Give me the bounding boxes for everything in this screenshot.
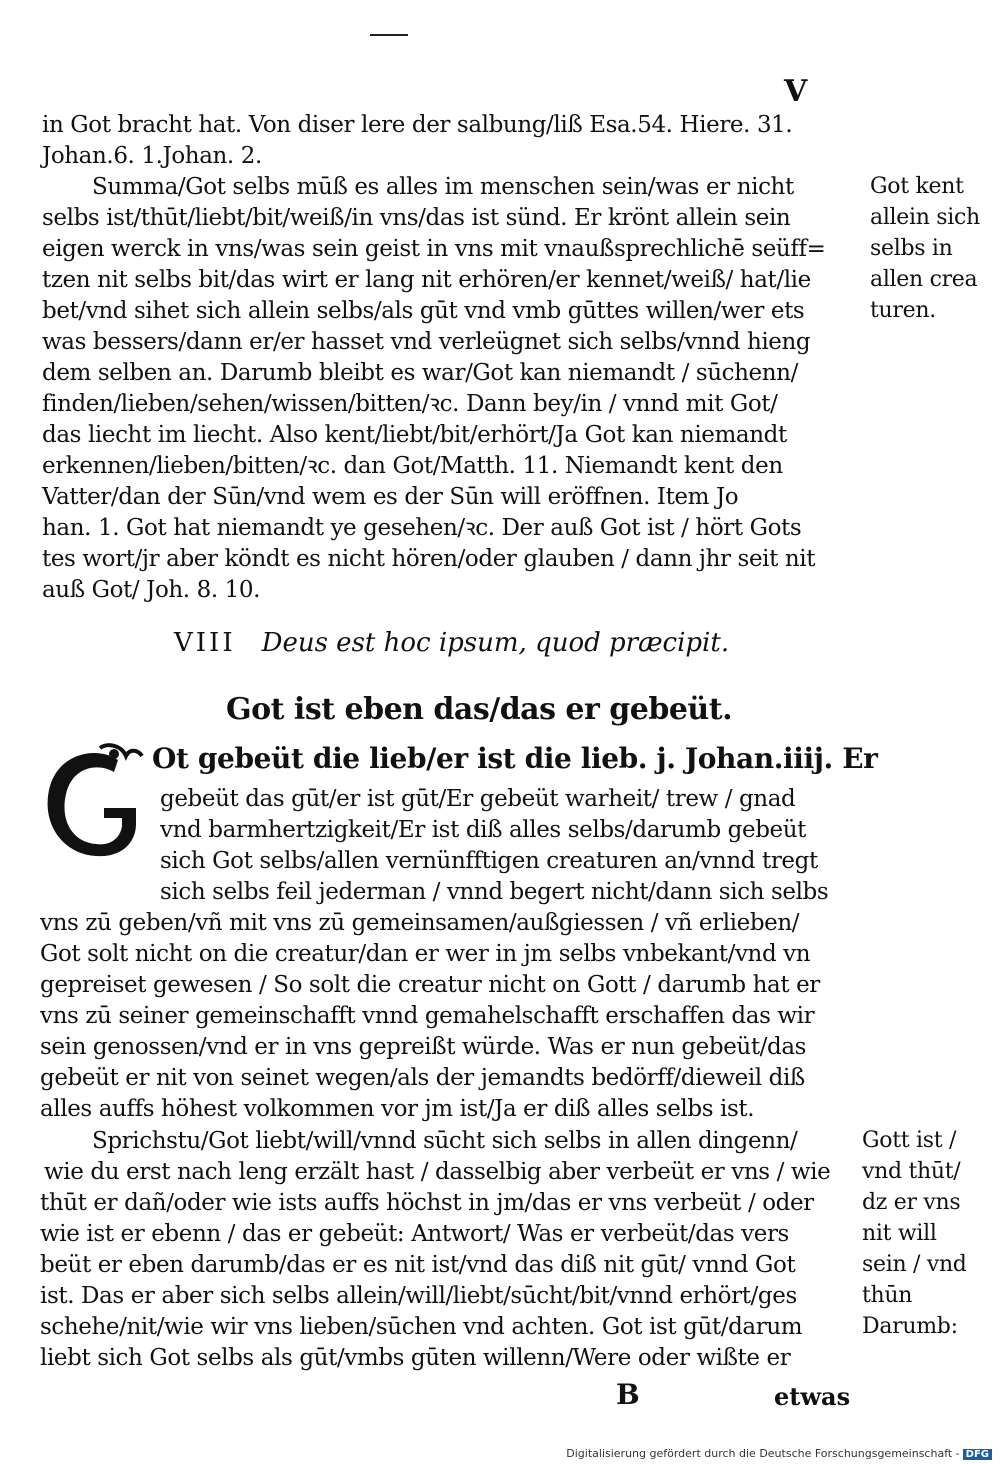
text-line: eigen werck in vns/was sein geist in vns mit vnaußsprechlichē seüff=	[42, 236, 826, 262]
margin-note-line: sein / vnd	[862, 1252, 967, 1277]
margin-note-line: dz er vns	[862, 1190, 961, 1215]
margin-note-line: Gott ist /	[862, 1128, 957, 1153]
margin-note-line: vnd thūt/	[862, 1159, 961, 1184]
chapter-heading-latin	[174, 628, 729, 658]
text-line: Johan.6. 1.Johan. 2.	[42, 143, 262, 169]
decorated-initial-g	[38, 742, 150, 862]
digitization-footer	[566, 1447, 992, 1460]
margin-note-line: thūn	[862, 1283, 913, 1308]
top-rule-mark	[370, 34, 408, 36]
text-line: vns zū seiner gemeinschafft vnnd gemahelschafft erschaffen das wir	[40, 1003, 815, 1029]
text-line: tes wort/jr aber köndt es nicht hören/oder glauben / dann jhr seit nit	[42, 546, 816, 572]
margin-note-line: turen.	[870, 298, 936, 323]
text-line: erkennen/lieben/bitten/ꝛc. dan Got/Matth. 11. Niemandt kent den	[42, 453, 783, 479]
margin-note-line: selbs in	[870, 236, 953, 261]
chapter-latin-title: Deus est hoc ipsum, quod præcipit.	[261, 628, 730, 658]
text-line: wie ist er ebenn / das er gebeüt: Antwort/ Was er verbeüt/das vers	[40, 1221, 789, 1247]
signature-mark: B	[616, 1378, 640, 1411]
text-line: sich selbs feil jederman / vnnd begert nicht/dann sich selbs	[160, 879, 829, 905]
margin-note-line: allein sich	[870, 205, 980, 230]
chapter-number: VIII	[174, 628, 236, 658]
dfg-logo: DFG	[963, 1449, 992, 1460]
text-line: das liecht im liecht. Also kent/liebt/bit/erhört/Ja Got kan niemandt	[42, 422, 787, 448]
text-line: vnd barmhertzigkeit/Er ist diß alles selbs/darumb gebeüt	[160, 817, 807, 843]
text-line: schehe/nit/wie wir vns lieben/sūchen vnd achten. Got ist gūt/darum	[40, 1314, 803, 1340]
text-line: Sprichstu/Got liebt/will/vnnd sūcht sich selbs in allen dingenn/	[92, 1128, 798, 1154]
text-line: in Got bracht hat. Von diser lere der salbung/liß Esa.54. Hiere. 31.	[42, 112, 793, 138]
text-line: was bessers/dann er/er hasset vnd verleügnet sich selbs/vnnd hieng	[42, 329, 811, 355]
text-line: sich Got selbs/allen vernünfftigen creaturen an/vnnd tregt	[160, 848, 818, 874]
text-line: sein genossen/vnd er in vns gepreißt würde. Was er nun gebeüt/das	[40, 1034, 807, 1060]
text-line: ist. Das er aber sich selbs allein/will/liebt/sūcht/bit/vnnd erhört/ges	[40, 1283, 797, 1309]
text-line: alles auffs höhest volkommen vor jm ist/Ja er diß alles selbs ist.	[40, 1096, 755, 1122]
text-line: bet/vnd sihet sich allein selbs/als gūt vnd vmb gūttes willen/wer ets	[42, 298, 805, 324]
margin-note-line: Got kent	[870, 174, 964, 199]
text-line: selbs ist/thūt/liebt/bit/weiß/in vns/das ist sünd. Er krönt allein sein	[42, 205, 791, 231]
text-line: Vatter/dan der Sūn/vnd wem es der Sūn will eröffnen. Item Jo	[42, 484, 739, 510]
text-line: gebeüt das gūt/er ist gūt/Er gebeüt warheit/ trew / gnad	[160, 786, 796, 812]
text-line: dem selben an. Darumb bleibt es war/Got kan niemandt / sūchenn/	[42, 360, 798, 386]
text-line: tzen nit selbs bit/das wirt er lang nit erhören/er kennet/weiß/ hat/lie	[42, 267, 811, 293]
text-line: finden/lieben/sehen/wissen/bitten/ꝛc. Dann bey/in / vnnd mit Got/	[42, 391, 778, 417]
text-line: gepreiset gewesen / So solt die creatur nicht on Gott / darumb hat er	[40, 972, 820, 998]
text-line: wie du erst nach leng erzält hast / dasselbig aber verbeüt er vns / wie	[44, 1159, 831, 1185]
text-line: vns zū geben/vñ mit vns zū gemeinsamen/außgiessen / vñ erlieben/	[40, 910, 800, 936]
margin-note-line: Darumb:	[862, 1314, 958, 1339]
page-signature: V	[784, 74, 808, 109]
text-line: Got solt nicht on die creatur/dan er wer in jm selbs vnbekant/vnd vn	[40, 941, 811, 967]
margin-note-line: allen crea	[870, 267, 978, 292]
footer-text: Digitalisierung gefördert durch die Deutsche Forschungsgemeinschaft -	[566, 1447, 960, 1460]
chapter-heading-german: Got ist eben das/das er gebeüt.	[226, 692, 733, 727]
text-line: Summa/Got selbs mūß es alles im menschen sein/was er nicht	[92, 174, 794, 200]
text-line: auß Got/ Joh. 8. 10.	[42, 577, 261, 603]
text-line: han. 1. Got hat niemandt ye gesehen/ꝛc. Der auß Got ist / hört Gots	[42, 515, 802, 541]
text-line: liebt sich Got selbs als gūt/vmbs gūten willenn/Were oder wißte er	[40, 1345, 791, 1371]
catchword: etwas	[774, 1382, 851, 1411]
text-line-first: Ot gebeüt die lieb/er ist die lieb. j. Johan.iiij. Er	[152, 742, 878, 775]
margin-note-line: nit will	[862, 1221, 937, 1246]
text-line: thūt er dañ/oder wie ists auffs höchst in jm/das er vns verbeüt / oder	[40, 1190, 814, 1216]
text-line: beüt er eben darumb/das er es nit ist/vnd das diß nit gūt/ vnnd Got	[40, 1252, 796, 1278]
text-line: gebeüt er nit von seinet wegen/als der jemandts bedörff/dieweil diß	[40, 1065, 805, 1091]
